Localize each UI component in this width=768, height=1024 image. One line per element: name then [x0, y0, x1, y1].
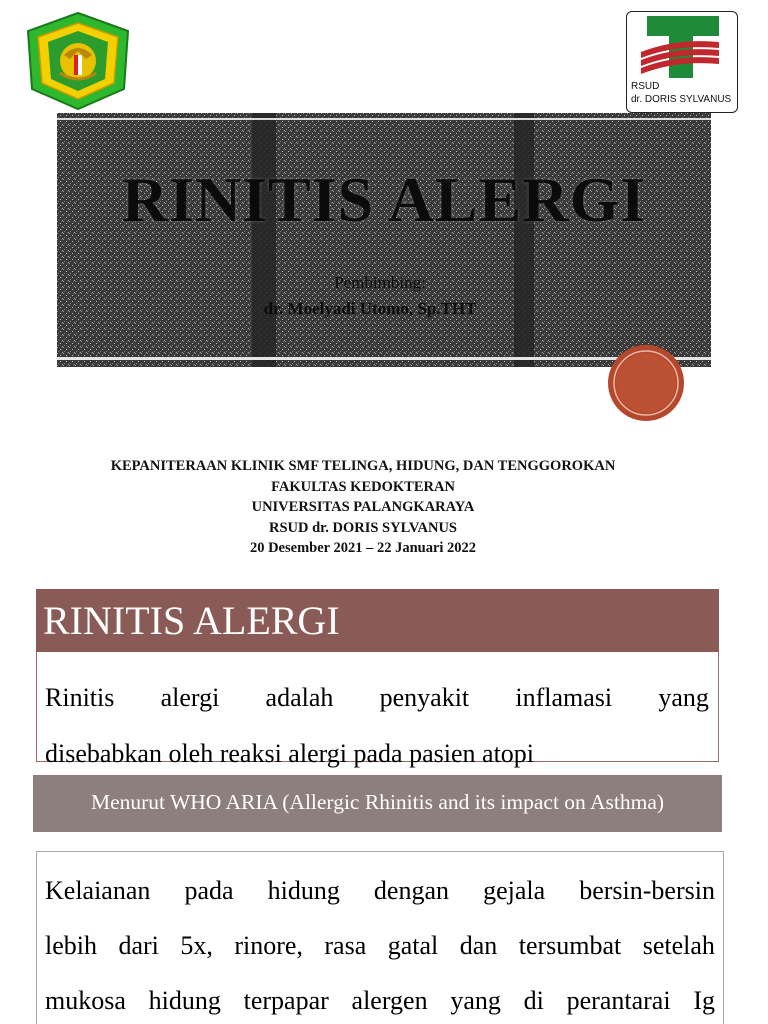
organization-info [0, 456, 726, 559]
word: hidung [267, 876, 340, 905]
section-heading-rinitis-alergi [36, 589, 719, 652]
who-aria-line-2 [45, 931, 715, 961]
title-banner [57, 113, 711, 367]
definition-box [36, 652, 719, 768]
word: Ig [693, 986, 715, 1015]
word: tersumbat [518, 931, 622, 960]
definition-line-1 [45, 670, 709, 726]
word: Kelaianan [45, 876, 151, 905]
word: rinore, [234, 931, 303, 960]
org-line-university: UNIVERSITAS PALANGKARAYA [251, 499, 475, 515]
word: pada [184, 876, 234, 905]
section-heading-who-aria [33, 775, 722, 832]
word: inflamasi [515, 683, 613, 712]
word: mukosa [45, 986, 126, 1015]
word: alergen [351, 986, 428, 1015]
university-logo [24, 11, 132, 111]
supervisor-label: Pembimbing: [334, 273, 426, 292]
supervisor-name: dr. Moelyadi Utomo, Sp.THT [263, 299, 477, 318]
word: bersin-bersin [579, 876, 715, 905]
who-aria-heading-text: Menurut WHO ARIA (Allergic Rhinitis and its impact on Asthma) [90, 790, 665, 814]
org-line-period: 20 Desember 2021 – 22 Januari 2022 [249, 540, 477, 556]
word: yang [658, 683, 709, 712]
word: gatal [387, 931, 439, 960]
who-aria-line-3 [45, 986, 715, 1016]
definition-line-2: disebabkan oleh reaksi alergi pada pasien atopi [45, 739, 535, 768]
decorative-circle-icon [607, 344, 685, 422]
banner-texture [57, 113, 711, 367]
who-aria-definition-box [36, 851, 724, 1024]
word: perantarai [566, 986, 671, 1015]
word: penyakit [379, 683, 470, 712]
word: setelah [642, 931, 715, 960]
section-heading-text: RINITIS ALERGI [43, 598, 340, 643]
word: gejala [483, 876, 546, 905]
who-aria-line-1 [45, 876, 715, 906]
org-line-department: KEPANITERAAN KLINIK SMF TELINGA, HIDUNG, DAN TENGGOROKAN [110, 458, 616, 474]
word: yang [450, 986, 501, 1015]
org-line-faculty: FAKULTAS KEDOKTERAN [271, 478, 455, 495]
word: alergi [160, 683, 220, 712]
banner-top-rule [57, 118, 711, 120]
word: rasa [324, 931, 367, 960]
presentation-title: RINITIS ALERGI [121, 164, 647, 235]
word: 5x, [180, 931, 213, 960]
word: lebih [45, 931, 97, 960]
word: terpapar [243, 986, 329, 1015]
definition-text [45, 670, 709, 782]
word: dengan [373, 876, 449, 905]
word: adalah [265, 683, 334, 712]
org-line-hospital: RSUD dr. DORIS SYLVANUS [268, 519, 458, 536]
hospital-logo [626, 11, 738, 113]
hospital-logo-line2: dr. DORIS SYLVANUS [631, 94, 732, 105]
word: hidung [148, 986, 221, 1015]
word: Rinitis [45, 683, 115, 712]
word: dan [459, 931, 498, 960]
word: dari [118, 931, 159, 960]
word: di [523, 986, 544, 1015]
hospital-logo-line1: RSUD [631, 81, 660, 92]
